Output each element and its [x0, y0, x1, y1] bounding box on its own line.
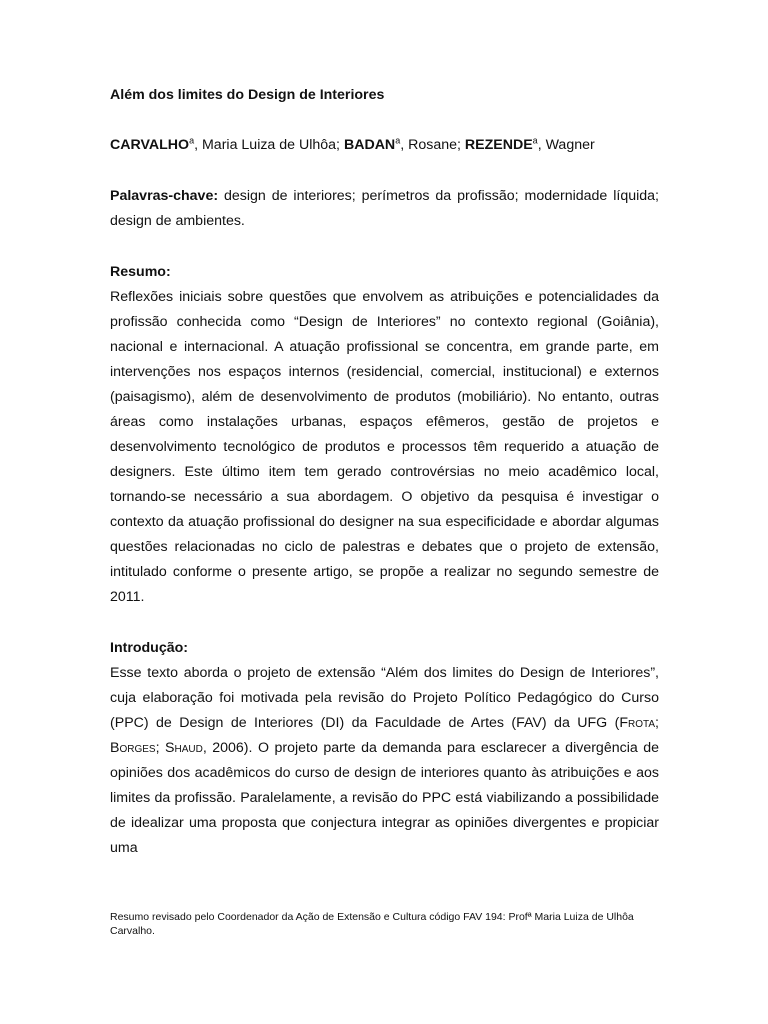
author-given-1: , Maria Luiza de Ulhôa;	[194, 137, 344, 153]
citation-separator-2: ;	[155, 740, 166, 756]
keywords-label: Palavras-chave:	[110, 188, 219, 204]
citation-author-3: Shaud	[165, 740, 203, 756]
introduction-text-after: , 2006). O projeto parte da demanda para esclarecer a divergência de opiniões dos acadêmicos do curso de design de interiores quanto às atribuições e aos limites da profissão. Paralelamente, a revisão do PPC está viabilizando a possibilidade de idealizar uma proposta que conjectura integrar as opiniões divergentes e propiciar uma	[110, 740, 659, 856]
citation-separator-1: ;	[655, 715, 659, 731]
abstract-section	[110, 260, 659, 610]
abstract-heading: Resumo:	[110, 264, 171, 280]
author-affiliation-1: a	[189, 135, 195, 146]
author-surname-1: CARVALHO	[110, 137, 190, 153]
citation-author-1: Frota	[619, 715, 656, 731]
author-affiliation-2: a	[395, 135, 401, 146]
introduction-text-before: Esse texto aborda o projeto de extensão “Além dos limites do Design de Interiores”, cuja elaboração foi motivada pela revisão do Projeto Político Pedagógico do Curso (PPC) de Design de Interiores (DI) da Faculdade de Artes (FAV) da UFG (	[110, 665, 659, 731]
footnote: Resumo revisado pelo Coordenador da Ação de Extensão e Cultura código FAV 194: Profª Maria Luiza de Ulhôa Carvalho.	[110, 911, 634, 937]
author-given-3: , Wagner	[537, 137, 595, 153]
paper-title: Além dos limites do Design de Interiores	[110, 87, 385, 103]
author-given-2: , Rosane;	[400, 137, 465, 153]
introduction-section	[110, 636, 659, 861]
author-line	[110, 134, 659, 156]
author-surname-2: BADAN	[343, 137, 396, 153]
author-affiliation-3: a	[532, 135, 538, 146]
author-surname-3: REZENDE	[464, 137, 533, 153]
introduction-heading: Introdução:	[110, 640, 189, 656]
keywords-text: design de interiores; perímetros da profissão; modernidade líquida; design de ambientes.	[110, 188, 659, 229]
abstract-text: Reflexões iniciais sobre questões que envolvem as atribuições e potencialidades da profissão conhecida como “Design de Interiores” no contexto regional (Goiânia), nacional e internacional. A atuação profissional se concentra, em grande parte, em intervenções nos espaços internos (residencial, comercial, institucional) e externos (paisagismo), além de desenvolvimento de produtos (mobiliário). No entanto, outras áreas como instalações urbanas, espaços efêmeros, gestão de projetos e desenvolvimento tecnológico de produtos e processos têm requerido a atuação de designers. Este último item tem gerado controvérsias no meio acadêmico local, tornando-se necessário a sua abordagem. O objetivo da pesquisa é investigar o contexto da atuação profissional do designer na sua especificidade e abordar algumas questões relacionadas no ciclo de palestras e debates que o projeto de extensão, intitulado conforme o presente artigo, se propõe a realizar no segundo semestre de 2011.	[110, 289, 659, 605]
paper-page	[110, 84, 659, 861]
keywords	[110, 184, 659, 234]
introduction-text	[110, 661, 659, 861]
citation-author-2: Borges	[110, 740, 156, 756]
